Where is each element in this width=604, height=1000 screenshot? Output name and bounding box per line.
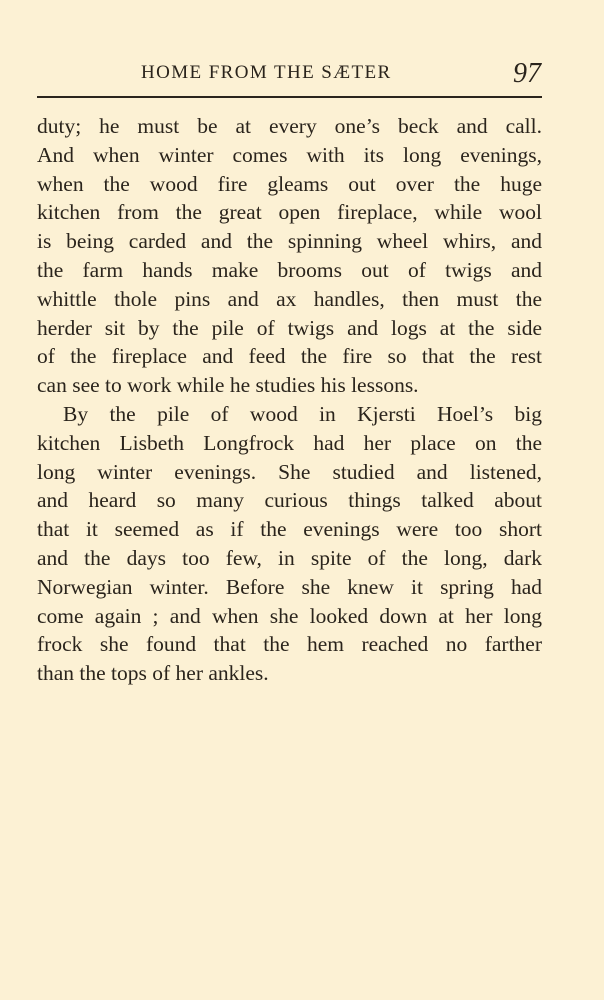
running-head [37,58,543,92]
text-line: kitchen from the great open fireplace, while wool [37,200,542,225]
text-line: the farm hands make brooms out of twigs and [37,257,542,282]
body-text [37,112,542,688]
text-line: whittle thole pins and ax handles, then must the [37,286,542,311]
text-line: duty; he must be at every one’s beck and call. [37,114,542,138]
text-line: long winter evenings. She studied and listened, [37,459,542,484]
page-number: 97 [513,58,541,89]
text-line: when the wood fire gleams out over the huge [37,171,542,196]
text-line: By the pile of wood in Kjersti Hoel’s big [63,401,542,426]
text-line: herder sit by the pile of twigs and logs at the side [37,315,542,340]
header-rule [37,96,542,98]
text-line: can see to work while he studies his lessons. [37,373,419,398]
text-line: and heard so many curious things talked about [37,488,542,513]
paragraph-2 [37,400,542,688]
text-line: and the days too few, in spite of the long, dark [37,545,542,570]
paragraph-1 [37,112,542,400]
text-line: than the tops of her ankles. [37,661,269,686]
text-line: that it seemed as if the evenings were too short [37,517,542,542]
running-title: HOME FROM THE SÆTER [141,62,392,83]
text-line: And when winter comes with its long evenings, [37,142,542,167]
text-line: kitchen Lisbeth Longfrock had her place on the [37,430,542,455]
text-line: Norwegian winter. Before she knew it spring had [37,574,542,599]
text-line: is being carded and the spinning wheel whirs, and [37,229,542,254]
text-line: come again ; and when she looked down at her long [37,603,542,628]
text-line: of the fireplace and feed the fire so that the rest [37,344,542,369]
text-line: frock she found that the hem reached no farther [37,632,542,657]
